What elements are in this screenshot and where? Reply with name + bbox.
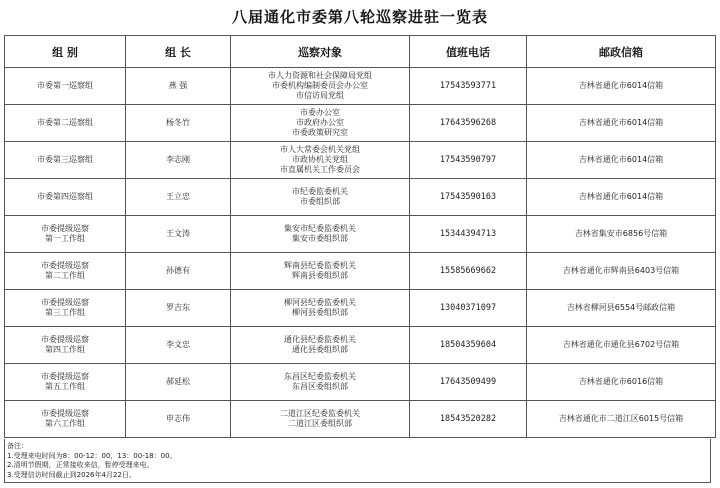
table-row (5, 142, 716, 179)
targets-cell (231, 327, 410, 364)
leader-cell (126, 216, 231, 253)
targets-cell (231, 216, 410, 253)
postal-mailbox: 吉林省柳河县6554号邮政信箱 (566, 303, 676, 312)
table-body (5, 68, 716, 438)
postal-mailbox: 吉林省通化市通化县6702号信箱 (562, 340, 680, 349)
targets-cell (231, 179, 410, 216)
postal-mailbox: 吉林省集安市6856号信箱 (574, 229, 668, 238)
leader-cell (126, 68, 231, 105)
group-name: 第四工作组 (45, 345, 85, 354)
targets-cell (231, 364, 410, 401)
phone-cell (410, 401, 527, 438)
table-row (5, 253, 716, 290)
group-cell (5, 401, 126, 438)
phone-cell (410, 179, 527, 216)
targets-cell (231, 142, 410, 179)
mailbox-cell (527, 401, 716, 438)
inspection-target: 市政协机关党组 (292, 155, 348, 164)
mailbox-cell (527, 68, 716, 105)
inspection-target: 市纪委监委机关 (292, 187, 348, 196)
inspection-target: 辉南县纪委监委机关 (284, 261, 356, 270)
phone-cell (410, 216, 527, 253)
inspection-target: 集安市委组织部 (292, 234, 348, 243)
note-item: 2.清明节假期，正常接收来信，暂停受理来电。 (7, 461, 154, 469)
duty-phone: 15585669662 (439, 266, 497, 276)
group-cell (5, 179, 126, 216)
leader-cell (126, 179, 231, 216)
mailbox-cell (527, 290, 716, 327)
group-name: 第五工作组 (45, 382, 85, 391)
table-row (5, 364, 716, 401)
mailbox-cell (527, 179, 716, 216)
leader-cell (126, 364, 231, 401)
leader-name: 郝延松 (166, 377, 190, 386)
inspection-target: 市信访局党组 (296, 91, 344, 100)
group-name: 市委第二巡察组 (37, 118, 93, 127)
group-name: 市委提级巡察 (41, 261, 89, 270)
duty-phone: 17543590163 (439, 192, 497, 202)
duty-phone: 17543593771 (439, 81, 497, 91)
inspection-target: 柳河县委组织部 (292, 308, 348, 317)
mailbox-cell (527, 216, 716, 253)
duty-phone: 17643596268 (439, 118, 497, 128)
inspection-target: 二道江区委组织部 (288, 419, 352, 428)
targets-cell (231, 290, 410, 327)
leader-cell (126, 290, 231, 327)
mailbox-cell (527, 105, 716, 142)
document-title: 八届通化市委第八轮巡察进驻一览表 (231, 8, 488, 26)
inspection-target: 二道江区纪委监委机关 (280, 409, 360, 418)
group-name: 市委提级巡察 (41, 409, 89, 418)
group-name: 市委提级巡察 (41, 224, 89, 233)
duty-phone: 18543520282 (439, 414, 497, 424)
group-name: 第六工作组 (45, 419, 85, 428)
phone-cell (410, 290, 527, 327)
group-cell (5, 327, 126, 364)
leader-name: 李文忠 (166, 340, 190, 349)
inspection-target: 市直属机关工作委员会 (280, 165, 360, 174)
table-row (5, 216, 716, 253)
phone-cell (410, 253, 527, 290)
inspection-target: 市人大常委会机关党组 (280, 145, 360, 154)
inspection-target: 东昌区委组织部 (292, 382, 348, 391)
inspection-target: 市委政策研究室 (292, 128, 348, 137)
targets-cell (231, 401, 410, 438)
table-header-row (5, 36, 716, 68)
inspection-target: 市人力资源和社会保障局党组 (268, 71, 372, 80)
leader-name: 王文涛 (166, 229, 190, 238)
inspection-target: 柳河县纪委监委机关 (284, 298, 356, 307)
postal-mailbox: 吉林省通化市6014信箱 (578, 155, 664, 164)
table-row (5, 401, 716, 438)
leader-name: 申志伟 (166, 414, 190, 423)
postal-mailbox: 吉林省通化市6014信箱 (578, 192, 664, 201)
targets-cell (231, 105, 410, 142)
phone-cell (410, 68, 527, 105)
group-cell (5, 68, 126, 105)
mailbox-cell (527, 327, 716, 364)
phone-cell (410, 105, 527, 142)
leader-name: 王立忠 (166, 192, 190, 201)
notes-label: 备注： (7, 442, 28, 450)
inspection-target: 通化县委组织部 (292, 345, 348, 354)
group-name: 市委提级巡察 (41, 372, 89, 381)
group-cell (5, 216, 126, 253)
mailbox-cell (527, 253, 716, 290)
table-row (5, 327, 716, 364)
table-row (5, 68, 716, 105)
inspection-target: 集安市纪委监委机关 (284, 224, 356, 233)
inspection-target: 东昌区纪委监委机关 (284, 372, 356, 381)
header-group: 组 别 (5, 36, 126, 68)
leader-name: 孙德有 (166, 266, 190, 275)
inspection-target: 市委办公室 (300, 108, 340, 117)
group-name: 第二工作组 (45, 271, 85, 280)
group-name: 市委第一巡察组 (37, 81, 93, 90)
group-name: 市委提级巡察 (41, 335, 89, 344)
group-cell (5, 142, 126, 179)
duty-phone: 17543590797 (439, 155, 497, 165)
leader-cell (126, 327, 231, 364)
leader-name: 罗吉东 (166, 303, 190, 312)
header-mailbox: 邮政信箱 (527, 36, 716, 68)
group-cell (5, 105, 126, 142)
inspection-target: 市政府办公室 (296, 118, 344, 127)
leader-name: 燕 强 (168, 81, 188, 90)
phone-cell (410, 142, 527, 179)
postal-mailbox: 吉林省通化市6014信箱 (578, 81, 664, 90)
postal-mailbox: 吉林省通化市辉南县6403号信箱 (562, 266, 680, 275)
leader-cell (126, 105, 231, 142)
leader-cell (126, 253, 231, 290)
group-cell (5, 253, 126, 290)
inspection-target: 辉南县委组织部 (292, 271, 348, 280)
header-phone: 值班电话 (410, 36, 527, 68)
duty-phone: 17643509499 (439, 377, 497, 387)
phone-cell (410, 327, 527, 364)
leader-cell (126, 142, 231, 179)
table-row (5, 290, 716, 327)
postal-mailbox: 吉林省通化市6016信箱 (578, 377, 664, 386)
leader-cell (126, 401, 231, 438)
mailbox-cell (527, 364, 716, 401)
postal-mailbox: 吉林省通化市6014信箱 (578, 118, 664, 127)
group-name: 市委第四巡察组 (37, 192, 93, 201)
inspection-target: 市委机构编制委员会办公室 (272, 81, 368, 90)
inspection-target: 通化县纪委监委机关 (284, 335, 356, 344)
duty-phone: 13040371097 (439, 303, 497, 313)
inspection-table (4, 35, 716, 438)
inspection-target: 市委组织部 (300, 197, 340, 206)
header-leader: 组 长 (126, 36, 231, 68)
group-name: 第三工作组 (45, 308, 85, 317)
group-cell (5, 290, 126, 327)
group-name: 市委提级巡察 (41, 298, 89, 307)
postal-mailbox: 吉林省通化市二道江区6015号信箱 (558, 414, 684, 423)
group-name: 第一工作组 (45, 234, 85, 243)
phone-cell (410, 364, 527, 401)
note-item: 1.受理来电时间为8：00-12：00，13：00-18：00。 (7, 451, 177, 460)
targets-cell (231, 253, 410, 290)
targets-cell (231, 68, 410, 105)
duty-phone: 18504359604 (439, 340, 497, 350)
header-targets: 巡察对象 (231, 36, 410, 68)
table-row (5, 179, 716, 216)
mailbox-cell (527, 142, 716, 179)
note-item: 3.受理信访时间截止到2026年4月22日。 (7, 470, 136, 479)
duty-phone: 15344394713 (439, 229, 497, 239)
leader-name: 李志刚 (166, 155, 190, 164)
group-cell (5, 364, 126, 401)
group-name: 市委第三巡察组 (37, 155, 93, 164)
table-row (5, 105, 716, 142)
leader-name: 杨冬竹 (166, 118, 190, 127)
notes-section (4, 439, 711, 483)
